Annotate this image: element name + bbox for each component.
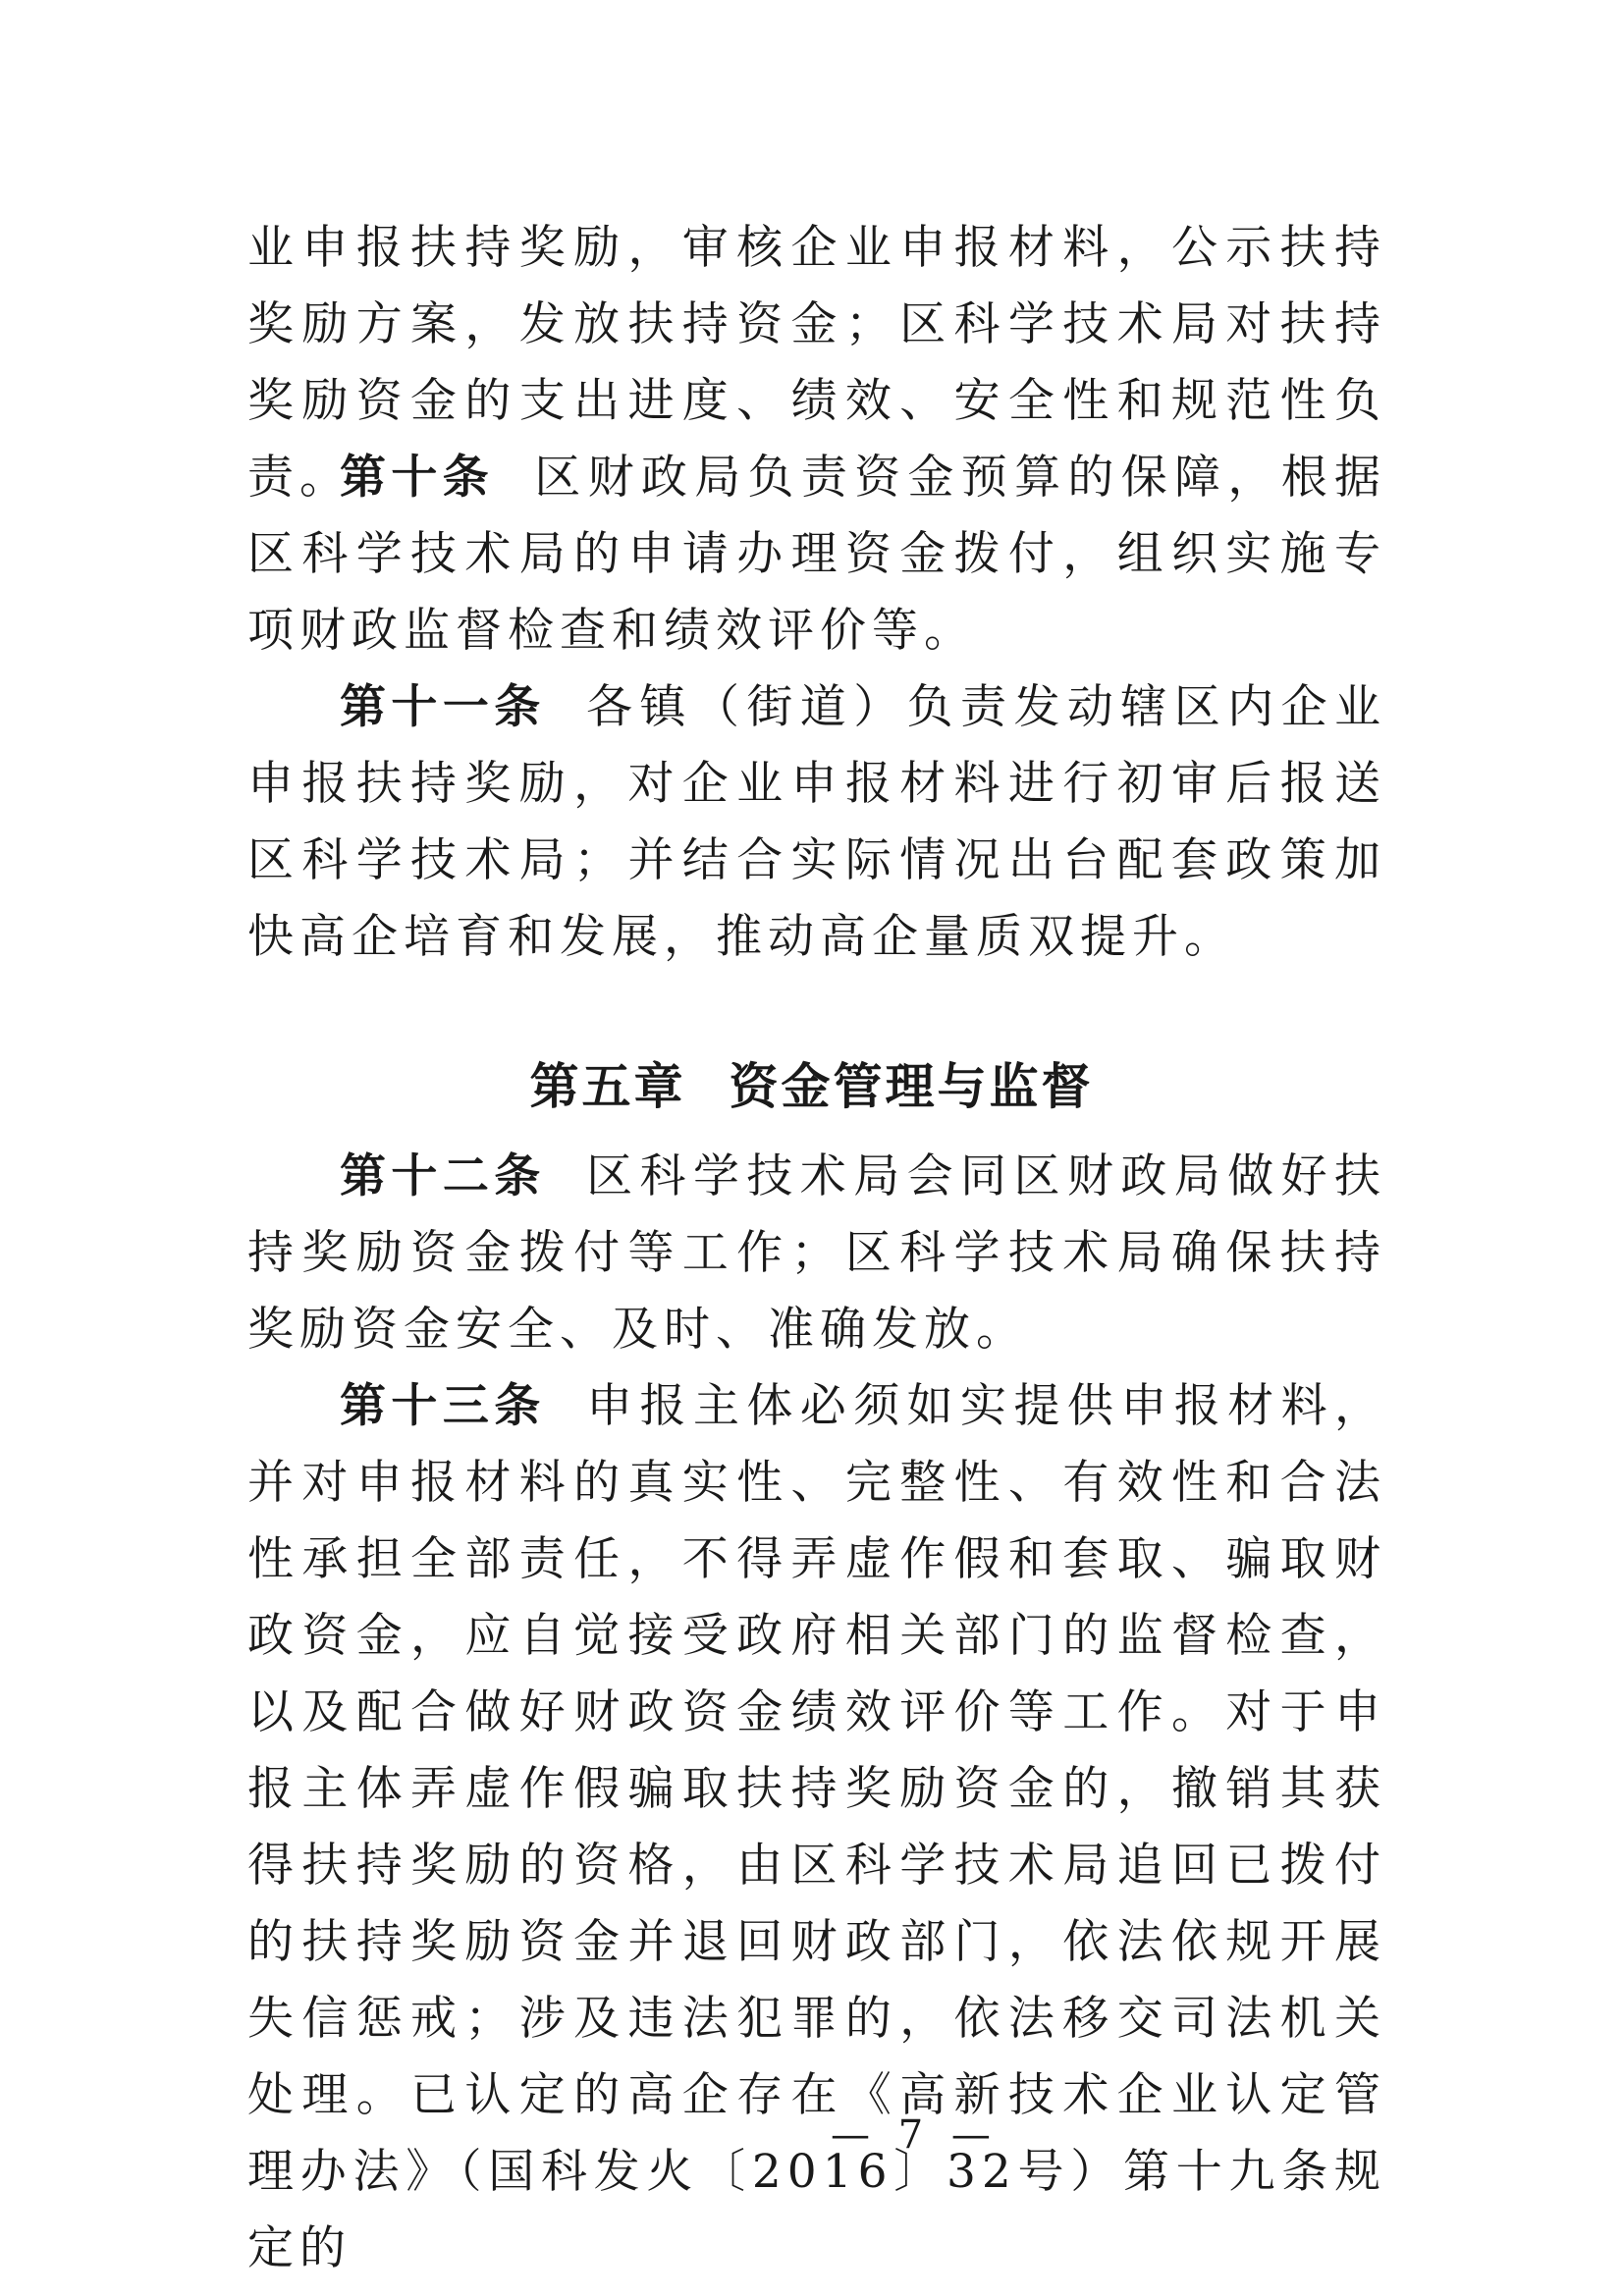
chapter-5-title: 资金管理与监督 <box>729 1057 1094 1115</box>
article-11-paragraph <box>247 669 1386 976</box>
article-11-text: 各镇（街道）负责发动辖区内企业申报扶持奖励，对企业申报材料进行初审后报送区科学技术局；并结合实际情况出台配套政策加快高企培育和发展，推动高企量质双提升。 <box>247 680 1387 964</box>
article-12-label: 第十二条 <box>340 1149 546 1203</box>
article-10-paragraph <box>247 440 1386 669</box>
article-13-label: 第十三条 <box>340 1379 546 1433</box>
chapter-5-number: 第五章 <box>529 1057 686 1115</box>
page-number: — 7 — <box>831 2112 999 2158</box>
chapter-5-heading <box>0 1048 1623 1125</box>
article-10-label: 第十条 <box>340 451 494 505</box>
article-13-text: 申报主体必须如实提供申报材料，并对申报材料的真实性、完整性、有效性和合法性承担全部责任，不得弄虚作假和套取、骗取财政资金，应自觉接受政府相关部门的监督检查，以及配合做好财政资金绩效评价等工作。对于申报主体弄虚作假骗取扶持奖励资金的，撤销其获得扶持奖励的资格，由区科学技术局追回已拨付的扶持奖励资金并退回财政部门，依法依规开展失信惩戒；涉及违法犯罪的，依法移交司法机关处理。已认定的高企存在《高新技术企业认定管理办法》（国科发火〔2016〕32号）第十九条规定的 <box>247 1379 1387 2275</box>
article-10-text: 区财政局负责资金预算的保障，根据区科学技术局的申请办理资金拨付，组织实施专项财政监督检查和绩效评价等。 <box>247 451 1387 658</box>
article-11-label: 第十一条 <box>340 680 546 734</box>
continuation-paragraph: 业申报扶持奖励，审核企业申报材料，公示扶持奖励方案，发放扶持资金；区科学技术局对扶持奖励资金的支出进度、绩效、安全性和规范性负责。 <box>247 221 1386 505</box>
article-12-paragraph <box>247 1139 1386 1368</box>
article-12-text: 区科学技术局会同区财政局做好扶持奖励资金拨付等工作；区科学技术局确保扶持奖励资金安全、及时、准确发放。 <box>247 1149 1387 1357</box>
